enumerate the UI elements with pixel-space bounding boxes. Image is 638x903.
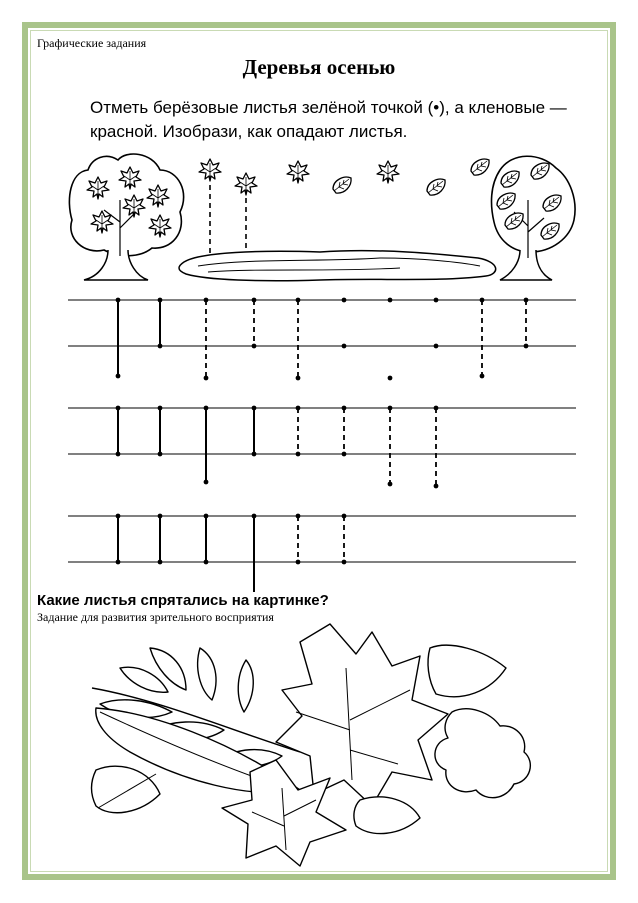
maple-leaf-icon <box>287 161 309 183</box>
instruction-line-1: Отметь берёзовые листья зелёной точкой (•), а кленовые — <box>90 98 567 117</box>
task2-title: Какие листья спрятались на картинке? <box>37 592 329 609</box>
birch-tree-icon <box>492 156 576 280</box>
maple-leaf-icon <box>199 159 221 181</box>
hidden-leaves-picture <box>92 624 531 866</box>
task2-subtitle: Задание для развития зрительного восприятия <box>37 610 274 624</box>
maple-leaf-icon <box>235 173 257 195</box>
maple-leaf-icon <box>377 161 399 183</box>
maple-tree-icon <box>69 154 183 280</box>
page-title: Деревья осенью <box>242 55 396 79</box>
puddle-icon <box>179 251 496 281</box>
instruction-line-2: красной. Изобрази, как опадают листья. <box>90 122 408 141</box>
birch-leaf-icon <box>471 159 489 175</box>
birch-leaf-icon <box>427 179 445 195</box>
section-label: Графические задания <box>37 36 147 50</box>
birch-leaf-icon <box>333 177 351 193</box>
